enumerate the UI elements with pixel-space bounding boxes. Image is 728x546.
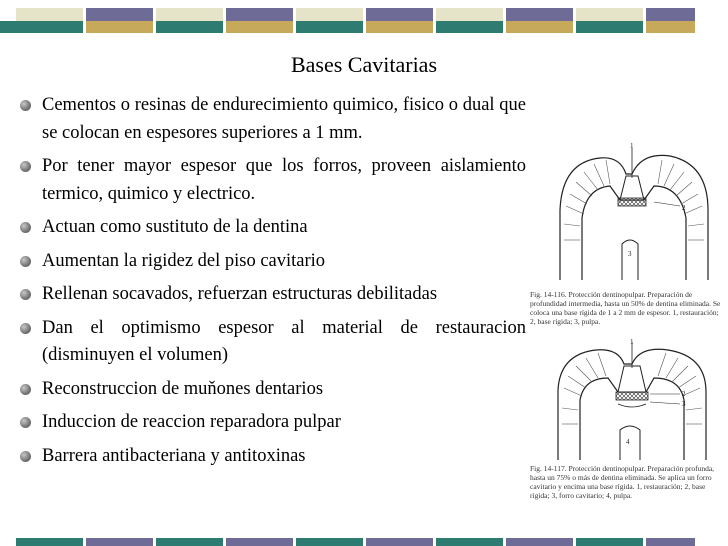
figure-label: 1 — [630, 142, 634, 150]
bullet-item: Induccion de reaccion reparadora pulpar — [14, 409, 526, 437]
bullet-list — [14, 92, 526, 476]
figure-label: 1 — [630, 338, 634, 346]
bullet-item: Cementos o resinas de endurecimiento quimico, fisico o dual que se colocan en espesores superiores a 1 mm. — [14, 92, 526, 147]
bullet-item: Reconstruccion de muňones dentarios — [14, 376, 526, 404]
figure-label: 2 — [682, 204, 686, 212]
tooth-diagram-1-drawing — [530, 140, 726, 290]
figure-label: 4 — [626, 438, 630, 446]
bullet-icon — [20, 289, 31, 300]
bullet-icon — [20, 100, 31, 111]
tooth-diagram-2 — [530, 338, 726, 538]
footer-band — [0, 538, 728, 546]
figure-caption: Fig. 14-117. Protección dentinopulpar. Preparación profunda, hasta un 75% o más de dentina eliminada. Se aplica un forro cavitario y encima una base rígida. 1, restauración; 2, base rígida; 3, forro cavitario; 4, pulpa. — [530, 464, 715, 500]
bullet-item: Rellenan socavados, refuerzan estructuras debilitadas — [14, 281, 526, 309]
header-band-top — [0, 8, 728, 21]
bullet-icon — [20, 161, 31, 172]
figure-caption: Fig. 14-116. Protección dentinopulpar. Preparación de profundidad intermedia, hasta un 50% de dentina eliminada. Se coloca una base rígida de 1 a 2 mm de espesor. 1, restauración; 2, base rígida; 3, pulpa. — [530, 290, 721, 326]
figure-label: 3 — [682, 400, 686, 408]
bullet-icon — [20, 323, 31, 334]
bullet-icon — [20, 384, 31, 395]
bullet-item: Actuan como sustituto de la dentina — [14, 214, 526, 242]
bullet-icon — [20, 417, 31, 428]
bullet-item: Dan el optimismo espesor al material de restauracion (disminuyen el volumen) — [14, 315, 526, 370]
figure-label: 3 — [628, 250, 632, 258]
slide-title: Bases Cavitarias — [290, 52, 438, 77]
header-band-bottom — [0, 21, 728, 33]
bullet-item: Barrera antibacteriana y antitoxinas — [14, 443, 526, 471]
tooth-diagram-2-drawing — [530, 338, 726, 463]
bullet-item: Aumentan la rigidez del piso cavitario — [14, 248, 526, 276]
bullet-icon — [20, 222, 31, 233]
bullet-icon — [20, 256, 31, 267]
figure-label: 2 — [682, 390, 686, 398]
tooth-diagram-1 — [530, 140, 726, 340]
bullet-icon — [20, 451, 31, 462]
bullet-item: Por tener mayor espesor que los forros, proveen aislamiento termico, quimico y electrico. — [14, 153, 526, 208]
